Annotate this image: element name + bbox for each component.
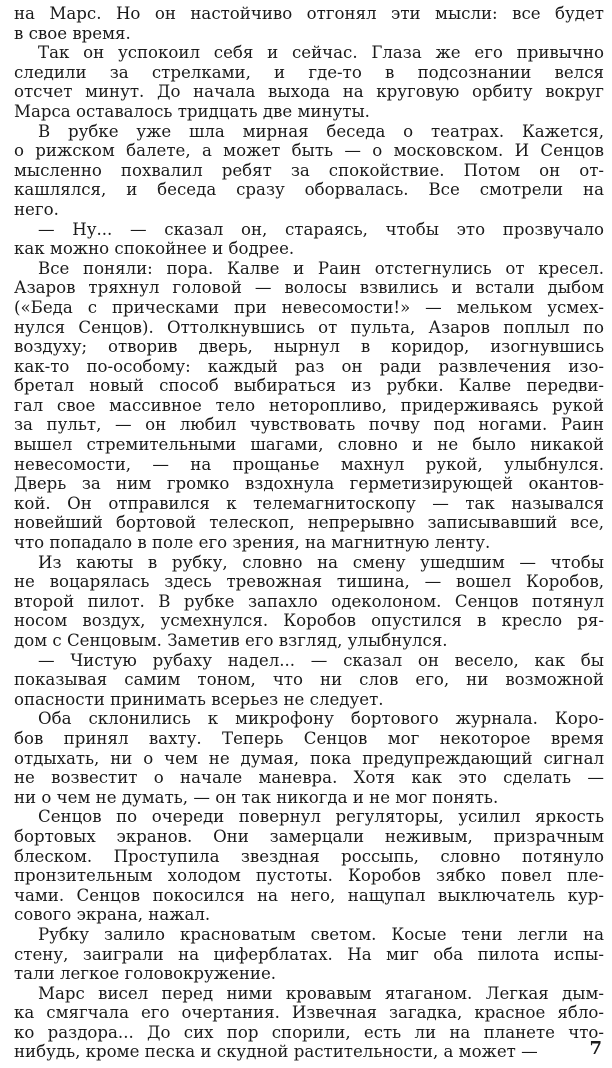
paragraph	[14, 4, 604, 43]
text-line: сового экрана, нажал.	[14, 905, 211, 925]
text-line: бретал новый способ выбираться из рубки. Калве передви-	[14, 376, 604, 396]
text-line: нибудь, кроме песка и скудной растительности, а может —	[14, 1042, 538, 1062]
text-line: носом воздух, усмехнулся. Коробов опустился в кресло ря-	[14, 611, 604, 631]
text-line: тали легкое головокружение.	[14, 964, 277, 984]
text-line: Марс висел перед ними кровавым ятаганом. Легкая дым-	[38, 983, 604, 1003]
text-line: как можно спокойнее и бодрее.	[14, 239, 295, 259]
paragraph	[14, 122, 604, 220]
text-line: следили за стрелками, и где-то в подсознании велся	[14, 62, 604, 82]
text-line: чами. Сенцов покосился на него, нащупал выключатель кур-	[14, 885, 604, 905]
text-line: воздуху; отворив дверь, нырнул в коридор, изогнувшись	[14, 337, 604, 357]
text-line: Марса оставалось тридцать две минуты.	[14, 101, 370, 121]
text-line: как-то по-особому: каждый раз он ради развлечения изо-	[14, 356, 604, 376]
text-line: ни о чем не думать, — он так никогда и не мог понять.	[14, 787, 499, 807]
paragraph	[14, 220, 604, 259]
text-line: не возвестит о начале маневра. Хотя как это сделать —	[14, 768, 604, 788]
text-line: него.	[14, 199, 59, 219]
text-line: не воцарялась здесь тревожная тишина, — вошел Коробов,	[14, 572, 604, 592]
text-line: ко раздора... До сих пор спорили, есть ли на планете что-	[14, 1022, 604, 1042]
text-line: Азаров тряхнул головой — волосы взвились и встали дыбом	[14, 278, 604, 298]
text-line: В рубке уже шла мирная беседа о театрах. Кажется,	[38, 121, 604, 141]
text-line: что попадало в поле его зрения, на магнитную ленту.	[14, 533, 491, 553]
text-line: нулся Сенцов). Оттолкнувшись от пульта, Азаров поплыл по	[14, 317, 604, 337]
text-line: в свое время.	[14, 23, 131, 43]
text-line: показывая самим тоном, что ни слов его, ни возможной	[14, 670, 604, 690]
text-line: Все поняли: пора. Калве и Раин отстегнулись от кресел.	[38, 258, 604, 278]
text-line: за пульт, — он любил чувствовать почву под ногами. Раин	[14, 415, 604, 435]
text-line: кашлялся, и беседа сразу оборвалась. Все смотрели на	[14, 180, 604, 200]
text-line: («Беда с прическами при невесомости!» — мельком усмех-	[14, 297, 604, 317]
text-line: Рубку залило красноватым светом. Косые тени легли на	[38, 924, 604, 944]
text-line: блеском. Проступила звездная россыпь, словно потянуло	[14, 846, 604, 866]
text-line: ка смягчала его очертания. Извечная загадка, красное ябло-	[14, 1003, 604, 1023]
page-text	[14, 4, 604, 1062]
paragraph	[14, 43, 604, 121]
paragraph	[14, 807, 604, 925]
text-line: новейший бортовой телескоп, непрерывно записывавший все,	[14, 513, 604, 533]
text-line: — Ну... — сказал он, стараясь, чтобы это прозвучало	[38, 219, 604, 239]
text-line: на Марс. Но он настойчиво отгонял эти мысли: все будет	[14, 4, 604, 23]
paragraph	[14, 651, 604, 710]
text-line: отдыхать, ни о чем не думая, пока предупреждающий сигнал	[14, 748, 604, 768]
text-line: второй пилот. В рубке запахло одеколоном. Сенцов потянул	[14, 591, 604, 611]
text-line: стену, заиграли на циферблатах. На миг оба пилота испы-	[14, 944, 604, 964]
text-line: бов принял вахту. Теперь Сенцов мог некоторое время	[14, 728, 604, 748]
text-line: Сенцов по очереди повернул регуляторы, усилил яркость	[38, 807, 604, 827]
text-line: гал свое массивное тело неторопливо, придерживаясь рукой	[14, 395, 604, 415]
paragraph	[14, 553, 604, 651]
text-line: Так он успокоил себя и сейчас. Глаза же его привычно	[38, 43, 604, 63]
text-line: о рижском балете, а может быть — о московском. И Сенцов	[14, 141, 604, 161]
text-line: опасности принимать всерьез не следует.	[14, 689, 384, 709]
text-line: вышел стремительными шагами, словно и не было никакой	[14, 435, 604, 455]
text-line: Из каюты в рубку, словно на смену ушедшим — чтобы	[38, 552, 604, 572]
text-line: пронзительным холодом пустоты. Коробов зябко повел пле-	[14, 866, 604, 886]
paragraph	[14, 925, 604, 984]
text-line: отсчет минут. До начала выхода на круговую орбиту вокруг	[14, 82, 604, 102]
text-line: невесомости, — на прощанье махнул рукой, улыбнулся.	[14, 454, 604, 474]
text-line: бортовых экранов. Они замерцали неживым, призрачным	[14, 826, 604, 846]
text-line: дом с Сенцовым. Заметив его взгляд, улыбнулся.	[14, 631, 448, 650]
paragraph	[14, 259, 604, 553]
text-line: Оба склонились к микрофону бортового журнала. Коро-	[38, 709, 604, 729]
text-line: Дверь за ним громко вздохнула герметизирующей окантов-	[14, 474, 604, 494]
page-number: 7	[589, 1038, 602, 1059]
text-line: мысленно похвалил ребят за спокойствие. Потом он от-	[14, 160, 604, 180]
text-line: кой. Он отправился к телемагнитоскопу — так назывался	[14, 493, 604, 513]
paragraph	[14, 984, 604, 1062]
text-line: — Чистую рубаху надел... — сказал он весело, как бы	[38, 650, 604, 670]
paragraph	[14, 709, 604, 807]
